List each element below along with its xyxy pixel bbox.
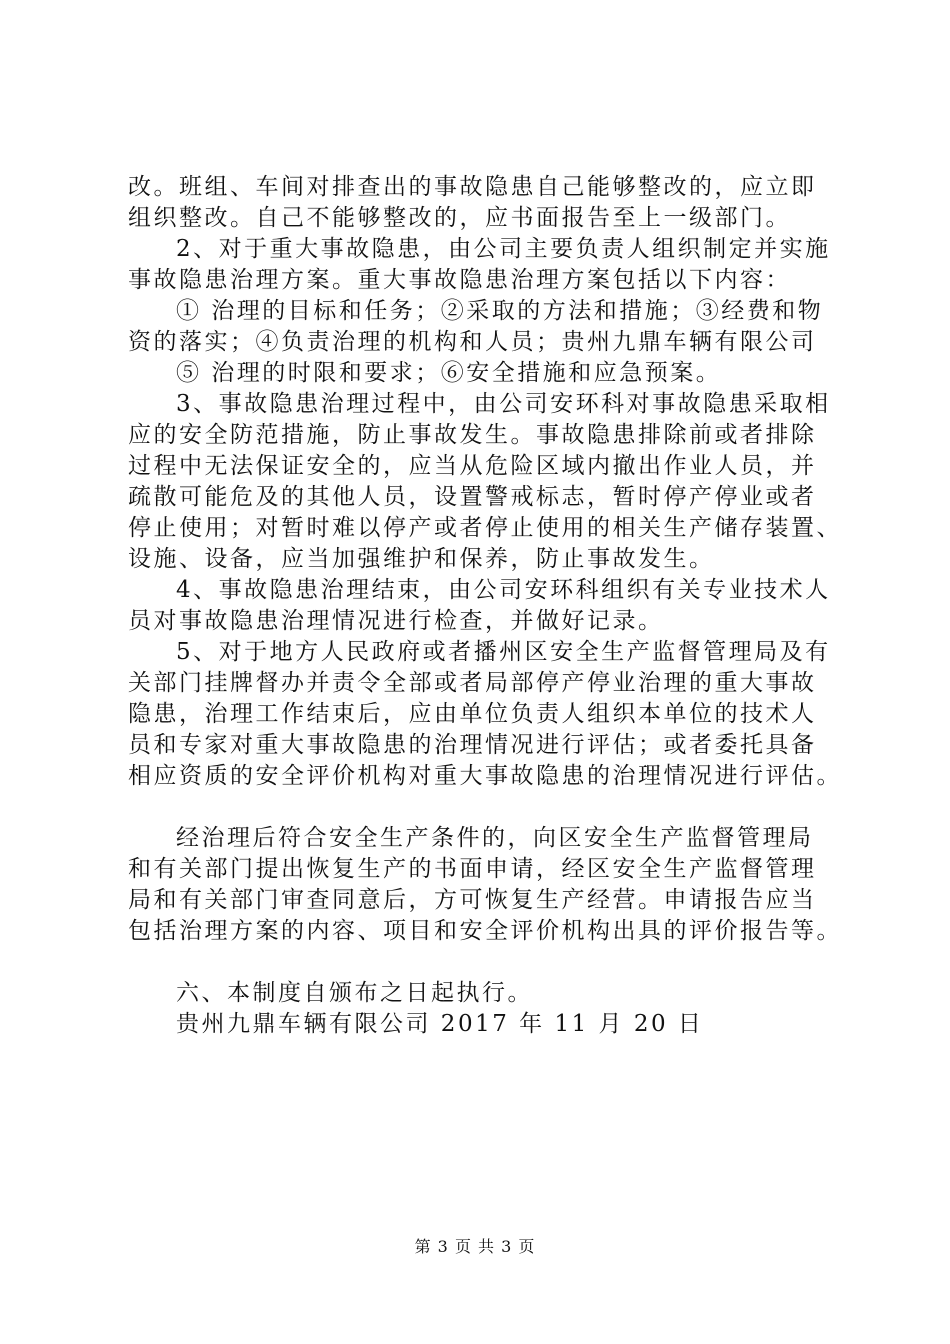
page-number-footer: 第 3 页 共 3 页 — [414, 1237, 536, 1256]
text-line: 3、事故隐患治理过程中，由公司安环科对事故隐患采取相 — [176, 391, 831, 417]
paragraph-gap — [128, 947, 848, 978]
text-line: 员对事故隐患治理情况进行检查，并做好记录。 — [128, 608, 664, 634]
text-line: 和有关部门提出恢复生产的书面申请，经区安全生产监督管理 — [128, 856, 817, 882]
signature-date-line: 贵州九鼎车辆有限公司 2017 年 11 月 20 日 — [176, 1011, 704, 1037]
text-line: 经治理后符合安全生产条件的，向区安全生产监督管理局 — [176, 825, 814, 851]
text-line: 2、对于重大事故隐患，由公司主要负责人组织制定并实施 — [176, 236, 831, 262]
text-line: 包括治理方案的内容、项目和安全评价机构出具的评价报告等。 — [128, 918, 842, 944]
text-line: 过程中无法保证安全的，应当从危险区域内撤出作业人员，并 — [128, 453, 817, 479]
text-line: 事故隐患治理方案。重大事故隐患治理方案包括以下内容： — [128, 267, 791, 293]
document-body — [128, 172, 848, 1040]
text-line: 局和有关部门审查同意后，方可恢复生产经营。申请报告应当 — [128, 887, 817, 913]
text-line: 相应资质的安全评价机构对重大事故隐患的治理情况进行评估。 — [128, 763, 842, 789]
text-line: 关部门挂牌督办并责令全部或者局部停产停业治理的重大事故 — [128, 670, 817, 696]
text-line: 资的落实；④负责治理的机构和人员；贵州九鼎车辆有限公司 — [128, 329, 817, 355]
text-line: 组织整改。自己不能够整改的，应书面报告至上一级部门。 — [128, 205, 791, 231]
text-line: ⑤ 治理的时限和要求；⑥安全措施和应急预案。 — [176, 360, 722, 386]
text-line: 停止使用；对暂时难以停产或者停止使用的相关生产储存装置、 — [128, 515, 842, 541]
text-line: 疏散可能危及的其他人员，设置警戒标志，暂时停产停业或者 — [128, 484, 817, 510]
text-line: ① 治理的目标和任务；②采取的方法和措施；③经费和物 — [176, 298, 824, 324]
text-line: 设施、设备，应当加强维护和保养，防止事故发生。 — [128, 546, 715, 572]
text-line: 应的安全防范措施，防止事故发生。事故隐患排除前或者排除 — [128, 422, 817, 448]
text-line: 六、本制度自颁布之日起执行。 — [176, 980, 533, 1006]
text-line: 改。班组、车间对排查出的事故隐患自己能够整改的，应立即 — [128, 174, 817, 200]
text-line: 4、事故隐患治理结束，由公司安环科组织有关专业技术人 — [176, 577, 831, 603]
text-line: 员和专家对重大事故隐患的治理情况进行评估；或者委托具备 — [128, 732, 817, 758]
text-line: 隐患，治理工作结束后，应由单位负责人组织本单位的技术人 — [128, 701, 817, 727]
paragraph-gap — [128, 792, 848, 823]
text-line: 5、对于地方人民政府或者播州区安全生产监督管理局及有 — [176, 639, 831, 665]
